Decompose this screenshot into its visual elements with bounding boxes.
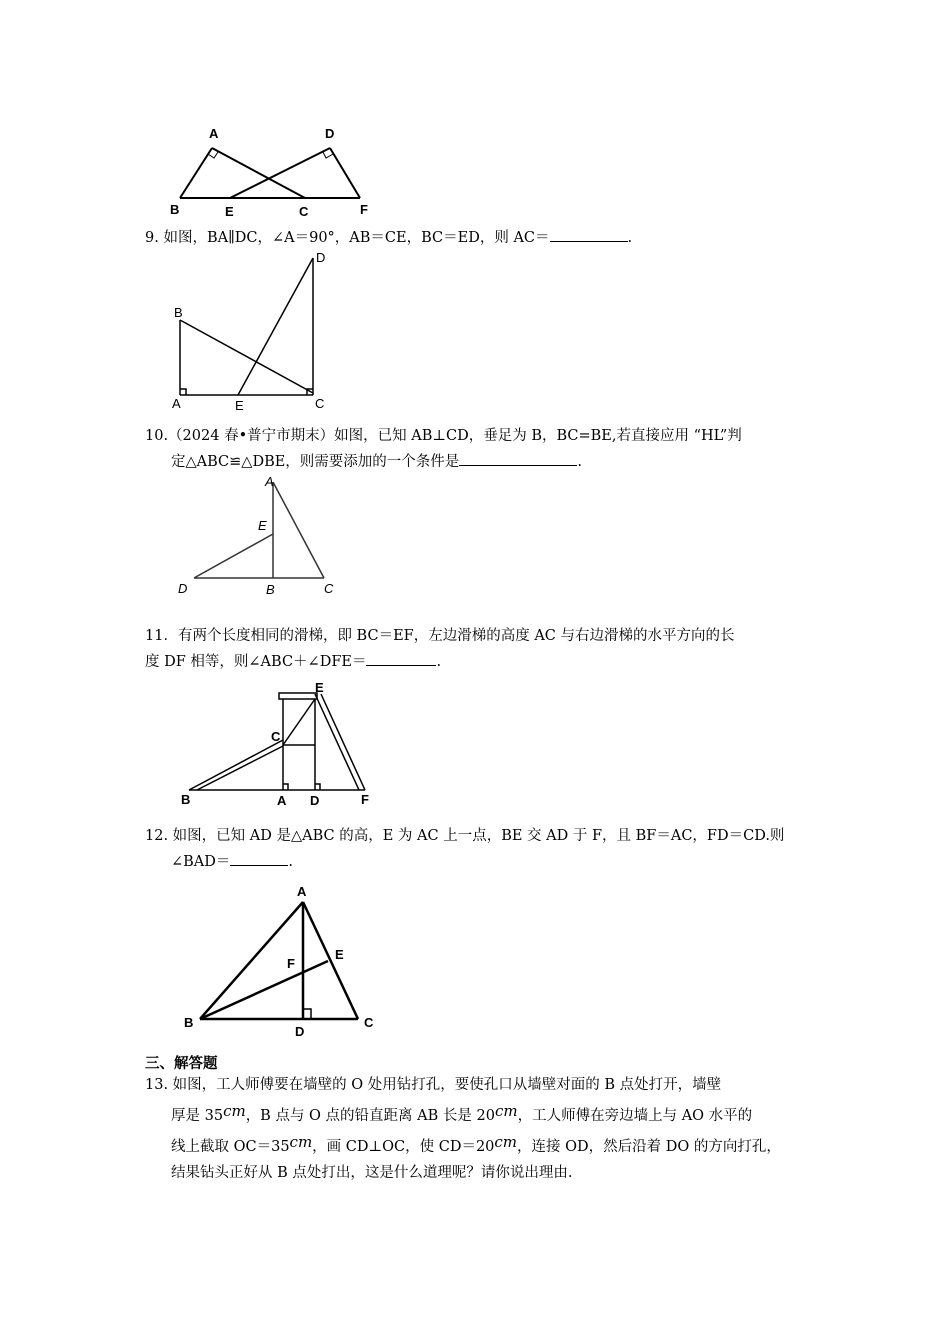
fig10-line-de [194,534,273,578]
fig12-line-be [200,961,328,1019]
fig12-label-c: C [364,1015,374,1030]
fig9-label-c: C [315,396,325,411]
question-13-line2a: 厚是 35 [171,1108,224,1124]
fig9-label-e: E [235,398,244,413]
question-13-line2c: ，工人师傅在旁边墙上与 AO 水平的 [517,1108,753,1124]
fig10-label-a: A [265,474,274,489]
question-11-line2: 度 DF 相等，则∠ABC＋∠DFE＝ [145,654,367,670]
question-12-end: . [288,854,294,870]
fig8-label-d: D [325,126,335,141]
fig8-label-e: E [225,204,234,219]
fig10-line-ac [273,482,324,578]
figure-q12-svg [178,878,388,1038]
question-10-line2: 定△ABC≌△DBE，则需要添加的一个条件是 [171,454,460,470]
fig11-slide-left-a [189,740,283,790]
fig11-platform [279,693,317,699]
figure-q9-svg [165,248,345,413]
question-10 [145,423,742,475]
fig12-label-e: E [335,947,344,962]
fig8-line-ac [212,148,305,198]
fig11-slide-right-b [321,694,365,790]
fig8-line-ba [180,148,212,198]
question-13-line4: 结果钻头正好从 B 点处打出，这是什么道理呢？请你说出理由. [171,1165,573,1181]
section-3-heading: 三、解答题 [145,1055,218,1072]
question-10-line1: 10.（2024 春•普宁市期末）如图，已知 AB⊥CD，垂足为 B，BC=BE,若直接应用 “HL”判 [145,428,742,444]
figure-q11-svg [175,680,385,810]
fig11-label-f: F [361,792,369,807]
fig11-label-c: C [271,729,281,744]
answer-blank-12[interactable] [230,849,288,866]
fig9-label-a: A [172,396,181,411]
answer-blank-10[interactable] [459,449,577,466]
fig8-label-a: A [209,126,219,141]
figure-q8 [165,120,385,220]
fig11-label-e: E [315,680,324,695]
question-13-line1: 13. 如图，工人师傅要在墙壁的 O 处用钻打孔，要使孔口从墙壁对面的 B 点处打开，墙壁 [145,1077,722,1093]
fig8-line-ed [230,148,330,198]
question-13 [145,1072,781,1186]
figure-q10 [172,472,352,602]
fig12-label-a: A [297,884,307,899]
fig12-label-d: D [295,1024,305,1039]
question-10-end: . [577,454,582,470]
figure-q11 [175,680,385,810]
question-11 [145,623,735,675]
unit-cm-2: cm [494,1102,518,1120]
fig11-slide-left-b [197,746,283,790]
fig9-line-bc [180,320,313,393]
question-12 [145,823,784,875]
answer-blank-11[interactable] [366,649,436,666]
fig8-line-df [330,148,360,198]
figure-q12 [178,878,388,1038]
fig11-label-b: B [181,792,191,807]
figure-q8-svg [165,120,385,220]
fig12-line-ac [303,902,358,1019]
fig11-label-a: A [277,793,287,808]
question-13-line2b: ，B 点与 O 点的铅直距离 AB 长是 20 [245,1108,495,1124]
fig10-label-d: D [178,581,188,596]
question-12-line1: 12. 如图，已知 AD 是△ABC 的高，E 为 AC 上一点，BE 交 AD 于 F，且 BF＝AC，FD＝CD.则 [145,828,785,844]
question-13-line3b: ，画 CD⊥OC，使 CD＝20 [312,1139,495,1155]
figure-q9 [165,248,345,413]
fig11-slide-right-a [315,694,359,790]
fig10-label-b: B [266,582,275,597]
fig9-right-angle-a [180,389,186,395]
figure-q10-svg [172,472,352,602]
fig8-label-f: F [360,202,368,217]
fig8-label-c: C [299,204,309,219]
answer-blank-9[interactable] [550,225,628,242]
fig8-right-angle-d [323,152,333,158]
question-11-end: . [436,654,442,670]
fig8-label-b: B [170,202,180,217]
unit-cm-3: cm [289,1133,313,1151]
fig10-label-e: E [258,518,267,533]
fig10-label-c: C [324,581,334,596]
fig12-label-f: F [287,956,295,971]
fig12-label-b: B [184,1015,194,1030]
fig9-label-d: D [316,250,326,265]
fig11-label-d: D [310,793,320,808]
question-9-end: . [627,230,633,246]
question-13-line3c: ，连接 OD，然后沿着 DO 的方向打孔， [517,1139,781,1155]
unit-cm-1: cm [223,1102,246,1120]
question-11-line1: 11．有两个长度相同的滑梯，即 BC＝EF，左边滑梯的高度 AC 与右边滑梯的水平方向的长 [145,628,735,644]
fig9-label-b: B [174,305,183,320]
question-9-text: 9. 如图，BA∥DC，∠A＝90°，AB＝CE，BC＝ED，则 AC＝ [145,230,550,246]
fig11-brace [283,699,315,745]
unit-cm-4: cm [494,1133,518,1151]
fig9-line-ed [238,258,313,395]
question-13-line3a: 线上截取 OC＝35 [171,1139,290,1155]
question-12-line2: ∠BAD＝ [171,854,231,870]
